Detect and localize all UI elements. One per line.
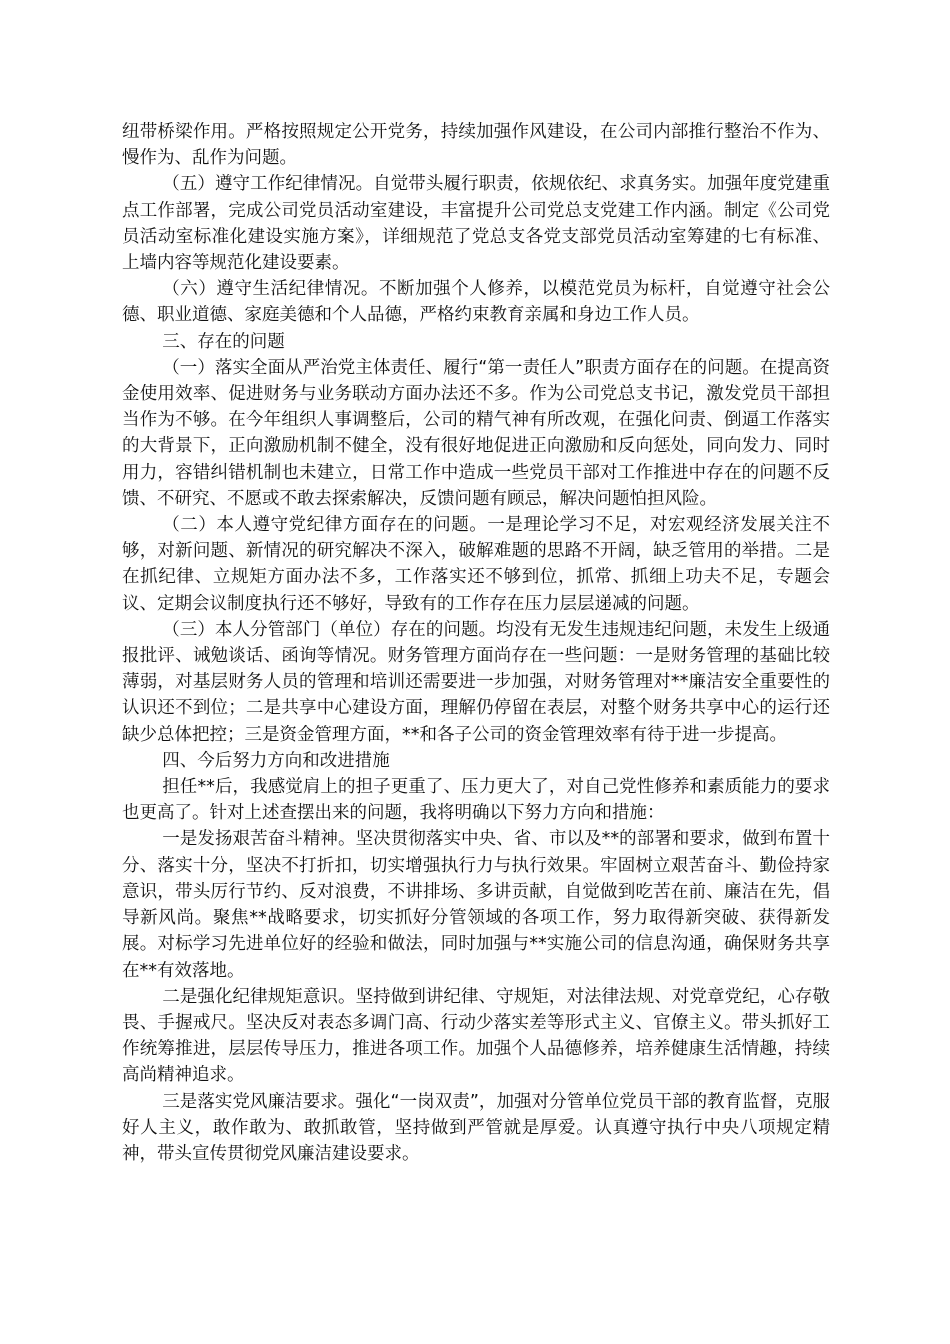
paragraph-life-discipline: （六）遵守生活纪律情况。不断加强个人修养，以模范党员为标杆，自觉遵守社会公德、职业道德、家庭美德和个人品德，严格约束教育亲属和身边工作人员。	[122, 279, 830, 326]
paragraph-improvement-2: 二是强化纪律规矩意识。坚持做到讲纪律、守规矩，对法律法规、对党章党纪，心存敬畏、手握戒尺。坚决反对表态多调门高、行动少落实差等形式主义、官僚主义。带头抓好工作统筹推进，层层传导压力，推进各项工作。加强个人品德修养，培养健康生活情趣，持续高尚精神追求。	[122, 986, 830, 1086]
paragraph-problem-2: （二）本人遵守党纪律方面存在的问题。一是理论学习不足，对宏观经济发展关注不够，对新问题、新情况的研究解决不深入，破解难题的思路不开阔，缺乏管用的举措。二是在抓纪律、立规矩方面办法不多，工作落实还不够到位，抓常、抓细上功夫不足，专题会议、定期会议制度执行还不够好，导致有的工作存在压力层层递减的问题。	[122, 515, 830, 614]
paragraph-continuation: 纽带桥梁作用。严格按照规定公开党务，持续加强作风建设，在公司内部推行整治不作为、慢作为、乱作为问题。	[122, 122, 830, 169]
section-heading-problems: 三、存在的问题	[162, 331, 285, 352]
paragraph-problem-1: （一）落实全面从严治党主体责任、履行“第一责任人”职责方面存在的问题。在提高资金使用效率、促进财务与业务联动方面办法还不多。作为公司党总支书记，激发党员干部担当作为不够。在今年组织人事调整后，公司的精气神有所改观，在强化问责、倒逼工作落实的大背景下，正向激励机制不健全，没有很好地促进正向激励和反向惩处，同向发力、同时用力，容错纠错机制也未建立，日常工作中造成一些党员干部对工作推进中存在的问题不反馈、不研究、不愿或不敢去探索解决，反馈问题有顾忌，解决问题怕担风险。	[122, 357, 830, 509]
paragraph-improvement-3: 三是落实党风廉洁要求。强化“一岗双责”，加强对分管单位党员干部的教育监督，克服好人主义，敢作敢为、敢抓敢管，坚持做到严管就是厚爱。认真遵守执行中央八项规定精神，带头宣传贯彻党风廉洁建设要求。	[122, 1091, 830, 1164]
document-page	[122, 119, 830, 1167]
paragraph-work-discipline: （五）遵守工作纪律情况。自觉带头履行职责，依规依纪、求真务实。加强年度党建重点工作部署，完成公司党员活动室建设，丰富提升公司党总支党建工作内涵。制定《公司党员活动室标准化建设实施方案》，详细规范了党总支各党支部党员活动室筹建的七有标准、上墙内容等规范化建设要素。	[122, 174, 830, 274]
section-heading-improvements: 四、今后努力方向和改进措施	[162, 750, 390, 771]
paragraph-improvement-intro: 担任**后，我感觉肩上的担子更重了、压力更大了，对自己党性修养和素质能力的要求也更高了。针对上述查摆出来的问题，我将明确以下努力方向和措施：	[122, 777, 830, 824]
paragraph-improvement-1: 一是发扬艰苦奋斗精神。坚决贯彻落实中央、省、市以及**的部署和要求，做到布置十分、落实十分，坚决不打折扣，切实增强执行力与执行效果。牢固树立艰苦奋斗、勤俭持家意识，带头厉行节约、反对浪费，不讲排场、多讲贡献，自觉做到吃苦在前、廉洁在先，倡导新风尚。聚焦**战略要求，切实抓好分管领域的各项工作，努力取得新突破、获得新发展。对标学习先进单位好的经验和做法，同时加强与**实施公司的信息沟通，确保财务共享在**有效落地。	[122, 829, 830, 981]
paragraph-problem-3: （三）本人分管部门（单位）存在的问题。均没有无发生违规违纪问题，未发生上级通报批评、诫勉谈话、函询等情况。财务管理方面尚存在一些问题：一是财务管理的基础比较薄弱，对基层财务人员的管理和培训还需要进一步加强，对财务管理对**廉洁安全重要性的认识还不到位；二是共享中心建设方面，理解仍停留在表层，对整个财务共享中心的运行还缺少总体把控；三是资金管理方面，**和各子公司的资金管理效率有待于进一步提高。	[122, 619, 830, 745]
